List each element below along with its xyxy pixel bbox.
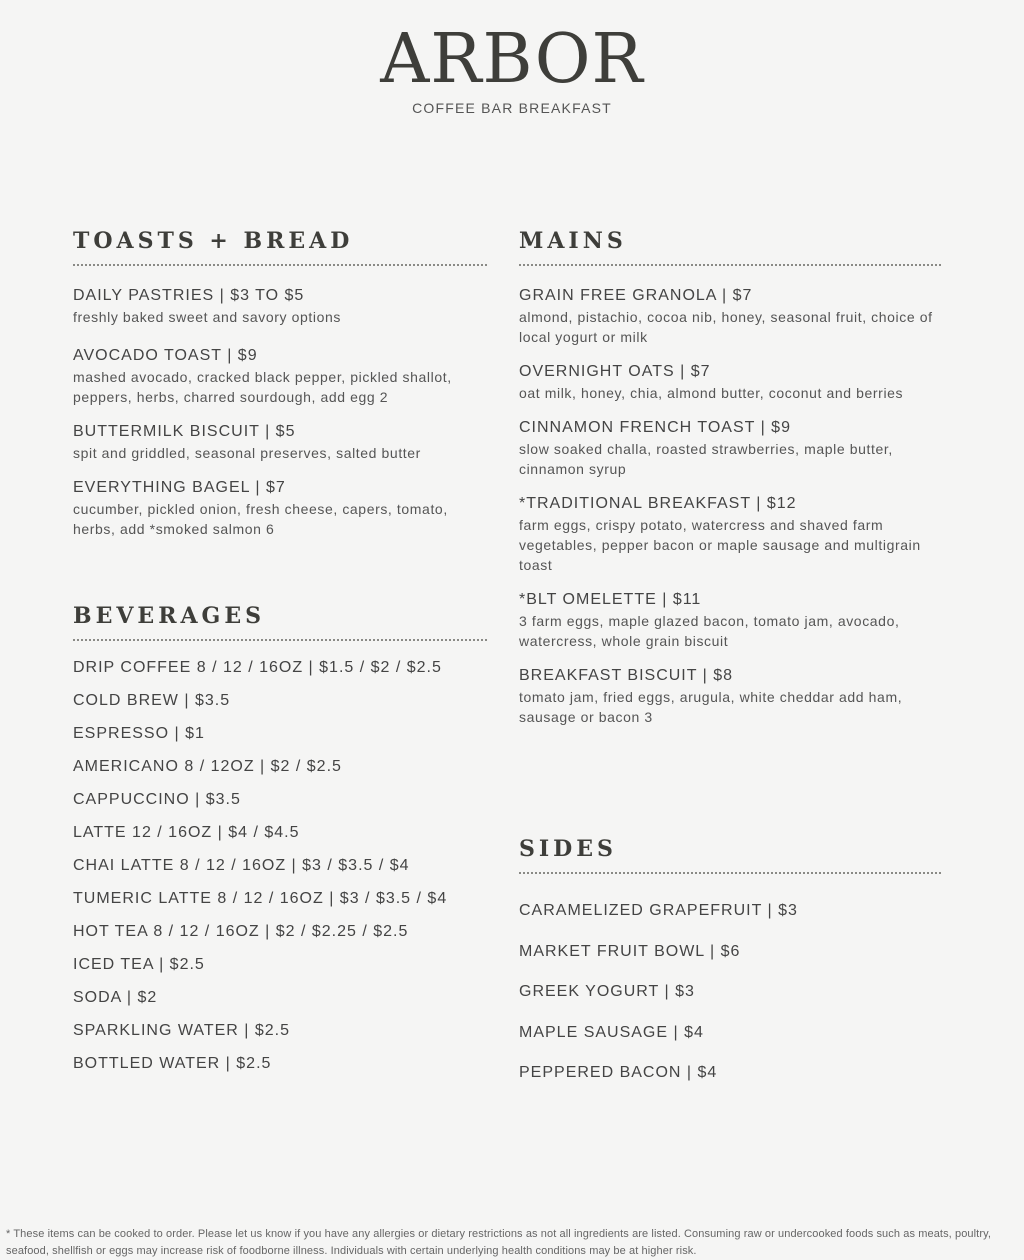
- menu-item-title: DAILY PASTRIES | $3 TO $5: [73, 287, 305, 304]
- menu-item-description: cucumber, pickled onion, fresh cheese, capers, tomato, herbs, add *smoked salmon 6: [73, 501, 448, 537]
- beverage-list: [73, 651, 487, 1080]
- menu-item: [519, 418, 941, 479]
- menu-item-description: oat milk, honey, chia, almond butter, coconut and berries: [519, 385, 904, 401]
- beverage-item: LATTE 12 / 16OZ | $4 / $4.5: [73, 824, 300, 841]
- side-item: CARAMELIZED GRAPEFRUIT | $3: [519, 902, 798, 919]
- menu-item-description: almond, pistachio, cocoa nib, honey, seasonal fruit, choice of local yogurt or milk: [519, 309, 933, 345]
- beverage-item: HOT TEA 8 / 12 / 16OZ | $2 / $2.25 / $2.5: [73, 923, 409, 940]
- mains-section: [519, 228, 941, 727]
- menu-item-description: tomato jam, fried eggs, arugula, white cheddar add ham, sausage or bacon 3: [519, 689, 903, 725]
- beverage-item: BOTTLED WATER | $2.5: [73, 1055, 272, 1072]
- menu-item-description: mashed avocado, cracked black pepper, pickled shallot, peppers, herbs, charred sourdough, add egg 2: [73, 369, 452, 405]
- beverage-item: ICED TEA | $2.5: [73, 956, 205, 973]
- menu-header: [0, 22, 1024, 116]
- side-item: MAPLE SAUSAGE | $4: [519, 1023, 704, 1041]
- menu-item: [519, 362, 941, 403]
- menu-item-title: GRAIN FREE GRANOLA | $7: [519, 287, 753, 304]
- beverage-item: SODA | $2: [73, 989, 158, 1006]
- menu-item-description: 3 farm eggs, maple glazed bacon, tomato jam, avocado, watercress, whole grain biscuit: [519, 613, 900, 649]
- menu-item-title: EVERYTHING BAGEL | $7: [73, 479, 286, 496]
- beverage-item: SPARKLING WATER | $2.5: [73, 1022, 291, 1039]
- beverage-item: CAPPUCCINO | $3.5: [73, 791, 241, 808]
- menu-item-title: *BLT OMELETTE | $11: [519, 591, 702, 608]
- side-item: PEPPERED BACON | $4: [519, 1064, 718, 1081]
- toasts-heading: TOASTS + BREAD: [73, 228, 487, 266]
- menu-item: [519, 666, 941, 727]
- side-item: GREEK YOGURT | $3: [519, 983, 695, 1000]
- menu-item: [73, 346, 487, 407]
- beverage-item: ESPRESSO | $1: [73, 725, 205, 742]
- toasts-section: [73, 228, 487, 539]
- menu-item: [73, 422, 487, 463]
- menu-item-title: BUTTERMILK BISCUIT | $5: [73, 423, 296, 440]
- sides-list: [519, 891, 941, 1094]
- menu-item-title: AVOCADO TOAST | $9: [73, 347, 258, 364]
- menu-item: [519, 286, 941, 347]
- menu-subtitle: COFFEE BAR BREAKFAST: [412, 100, 612, 116]
- menu-item-description: freshly baked sweet and savory options: [73, 309, 341, 325]
- menu-item-description: slow soaked challa, roasted strawberries, maple butter, cinnamon syrup: [519, 441, 893, 477]
- sides-section: [519, 836, 941, 1094]
- sides-heading: SIDES: [519, 836, 941, 874]
- beverages-heading: BEVERAGES: [73, 603, 487, 641]
- beverage-item: COLD BREW | $3.5: [73, 692, 231, 709]
- mains-heading: MAINS: [519, 228, 941, 266]
- menu-item-title: *TRADITIONAL BREAKFAST | $12: [519, 495, 797, 512]
- beverage-item: TUMERIC LATTE 8 / 12 / 16OZ | $3 / $3.5 / $4: [73, 890, 448, 907]
- side-item: MARKET FRUIT BOWL | $6: [519, 942, 741, 960]
- brand-logo-text: ARBOR: [380, 20, 644, 99]
- menu-item: [73, 478, 487, 539]
- menu-item-title: CINNAMON FRENCH TOAST | $9: [519, 419, 791, 436]
- beverage-item: DRIP COFFEE 8 / 12 / 16OZ | $1.5 / $2 / $2.5: [73, 659, 442, 676]
- beverage-item: AMERICANO 8 / 12OZ | $2 / $2.5: [73, 758, 342, 775]
- menu-item-description: farm eggs, crispy potato, watercress and shaved farm vegetables, pepper bacon or maple sausage and multigrain toast: [519, 517, 921, 573]
- menu-item: [519, 494, 941, 575]
- menu-item: [73, 286, 487, 327]
- menu-item-title: OVERNIGHT OATS | $7: [519, 363, 711, 380]
- beverage-item: CHAI LATTE 8 / 12 / 16OZ | $3 / $3.5 / $4: [73, 857, 410, 874]
- allergy-disclaimer: * These items can be cooked to order. Please let us know if you have any allergies or dietary restrictions as not all ingredients are listed. Consuming raw or undercooked foods such as meats, poultry, seafood, shellfish or eggs may increase risk of foodborne illness. Individuals with certain underlying health conditions may be at higher risk.: [6, 1228, 992, 1257]
- menu-item: [519, 590, 941, 651]
- beverages-section: [73, 603, 487, 1080]
- menu-item-title: BREAKFAST BISCUIT | $8: [519, 667, 734, 684]
- menu-item-description: spit and griddled, seasonal preserves, salted butter: [73, 445, 421, 461]
